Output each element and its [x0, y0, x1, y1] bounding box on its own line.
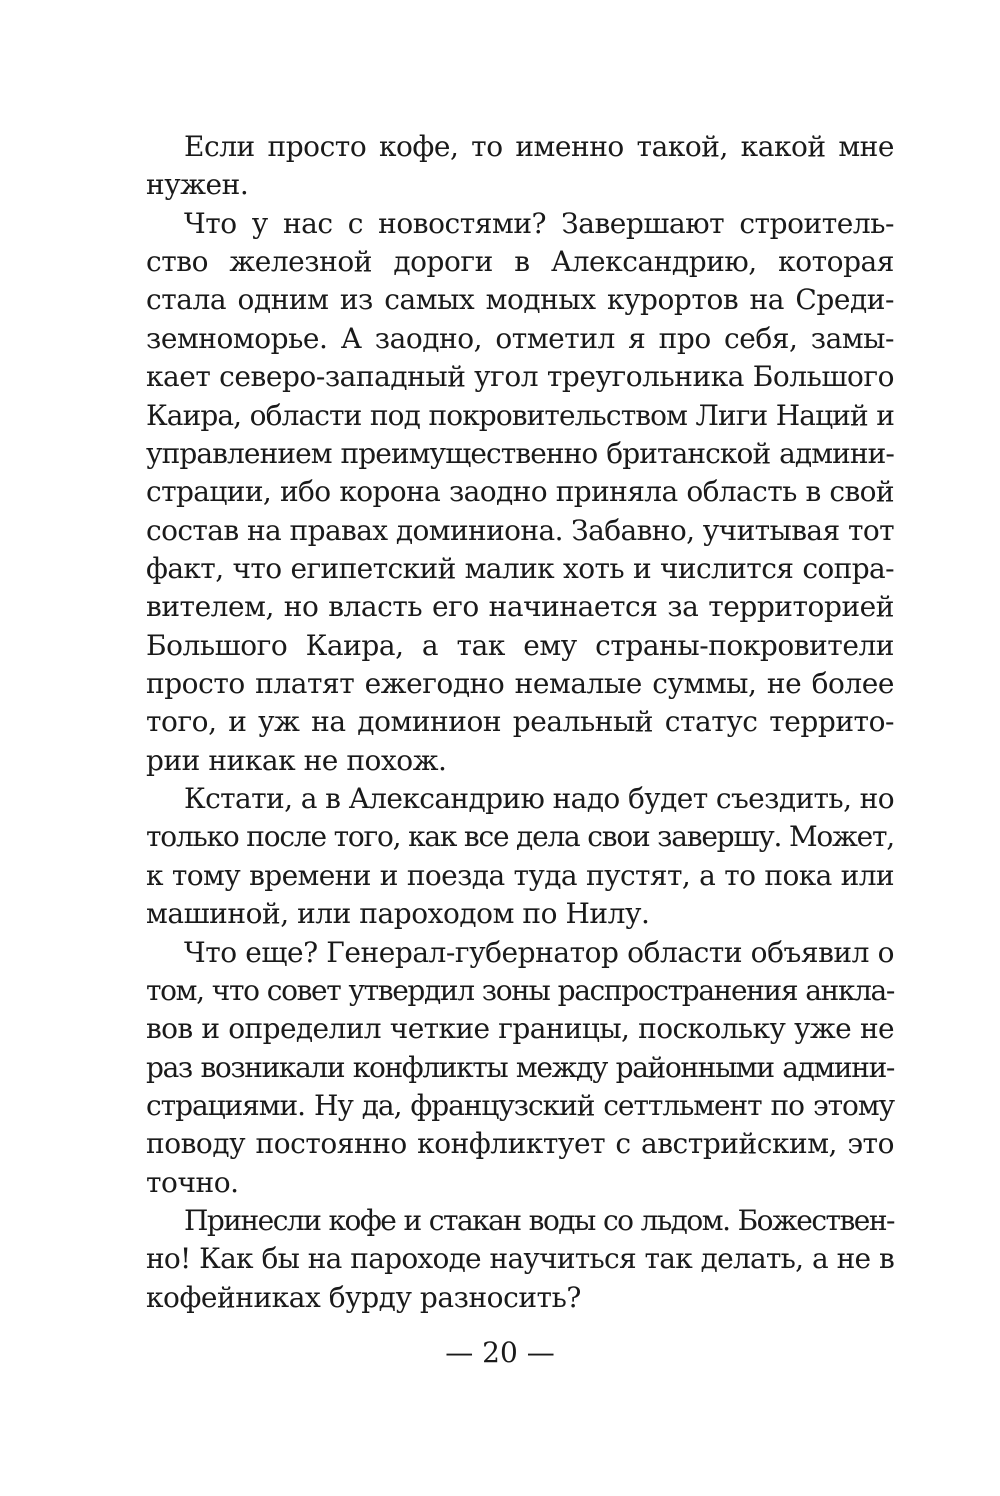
- text-line: Что еще? Генерал-губернатор области объявил о: [184, 935, 894, 969]
- text-line: Если просто кофе, то именно такой, какой мне: [184, 130, 894, 163]
- text-line: земноморье. А заодно, отметил я про себя, замы-: [146, 321, 894, 355]
- text-line: рии никак не похож.: [146, 743, 447, 777]
- text-line: точно.: [146, 1165, 239, 1199]
- text-line: машиной, или пароходом по Нилу.: [146, 897, 650, 931]
- text-line: управлением преимущественно британской админи-: [146, 436, 894, 470]
- text-line: поводу постоянно конфликтует с австрийским, это: [146, 1127, 894, 1161]
- text-line: факт, что египетский малик хоть и числится сопра-: [146, 551, 894, 585]
- body-text: [146, 128, 894, 1317]
- text-line: Принесли кофе и стакан воды со льдом. Божествен-: [184, 1204, 894, 1238]
- text-line: страции, ибо корона заодно приняла область в свой: [146, 475, 894, 509]
- text-line: Что у нас с новостями? Завершают строитель-: [184, 206, 894, 240]
- text-line: Каира, области под покровительством Лиги Наций и: [146, 398, 894, 432]
- text-line: нужен.: [146, 168, 249, 202]
- text-line: того, и уж на доминион реальный статус террито-: [146, 705, 894, 739]
- text-line: вов и определил четкие границы, поскольку уже не: [146, 1012, 894, 1046]
- text-line: просто платят ежегодно немалые суммы, не более: [146, 667, 894, 701]
- text-line: том, что совет утвердил зоны распространения анкла-: [146, 973, 894, 1007]
- text-line: стала одним из самых модных курортов на Среди-: [146, 283, 894, 317]
- text-line: Большого Каира, а так ему страны-покровители: [146, 628, 894, 662]
- text-line: но! Как бы на пароходе научиться так делать, а не в: [146, 1242, 894, 1276]
- text-line: раз возникали конфликты между районными админи-: [146, 1050, 894, 1084]
- text-line: состав на правах доминиона. Забавно, учитывая тот: [146, 513, 894, 547]
- text-line: к тому времени и поезда туда пустят, а то пока или: [146, 858, 894, 892]
- text-line: ство железной дороги в Александрию, которая: [146, 245, 894, 279]
- text-line: кофейниках бурду разносить?: [146, 1280, 581, 1314]
- text-line: страциями. Ну да, французский сеттльмент по этому: [146, 1088, 894, 1122]
- text-line: только после того, как все дела свои завершу. Может,: [146, 820, 894, 854]
- text-line: вителем, но власть его начинается за территорией: [146, 590, 894, 624]
- text-line: кает северо-западный угол треугольника Большого: [146, 360, 894, 394]
- text-line: Кстати, а в Александрию надо будет съездить, но: [184, 782, 894, 816]
- page-number: — 20 —: [445, 1336, 555, 1369]
